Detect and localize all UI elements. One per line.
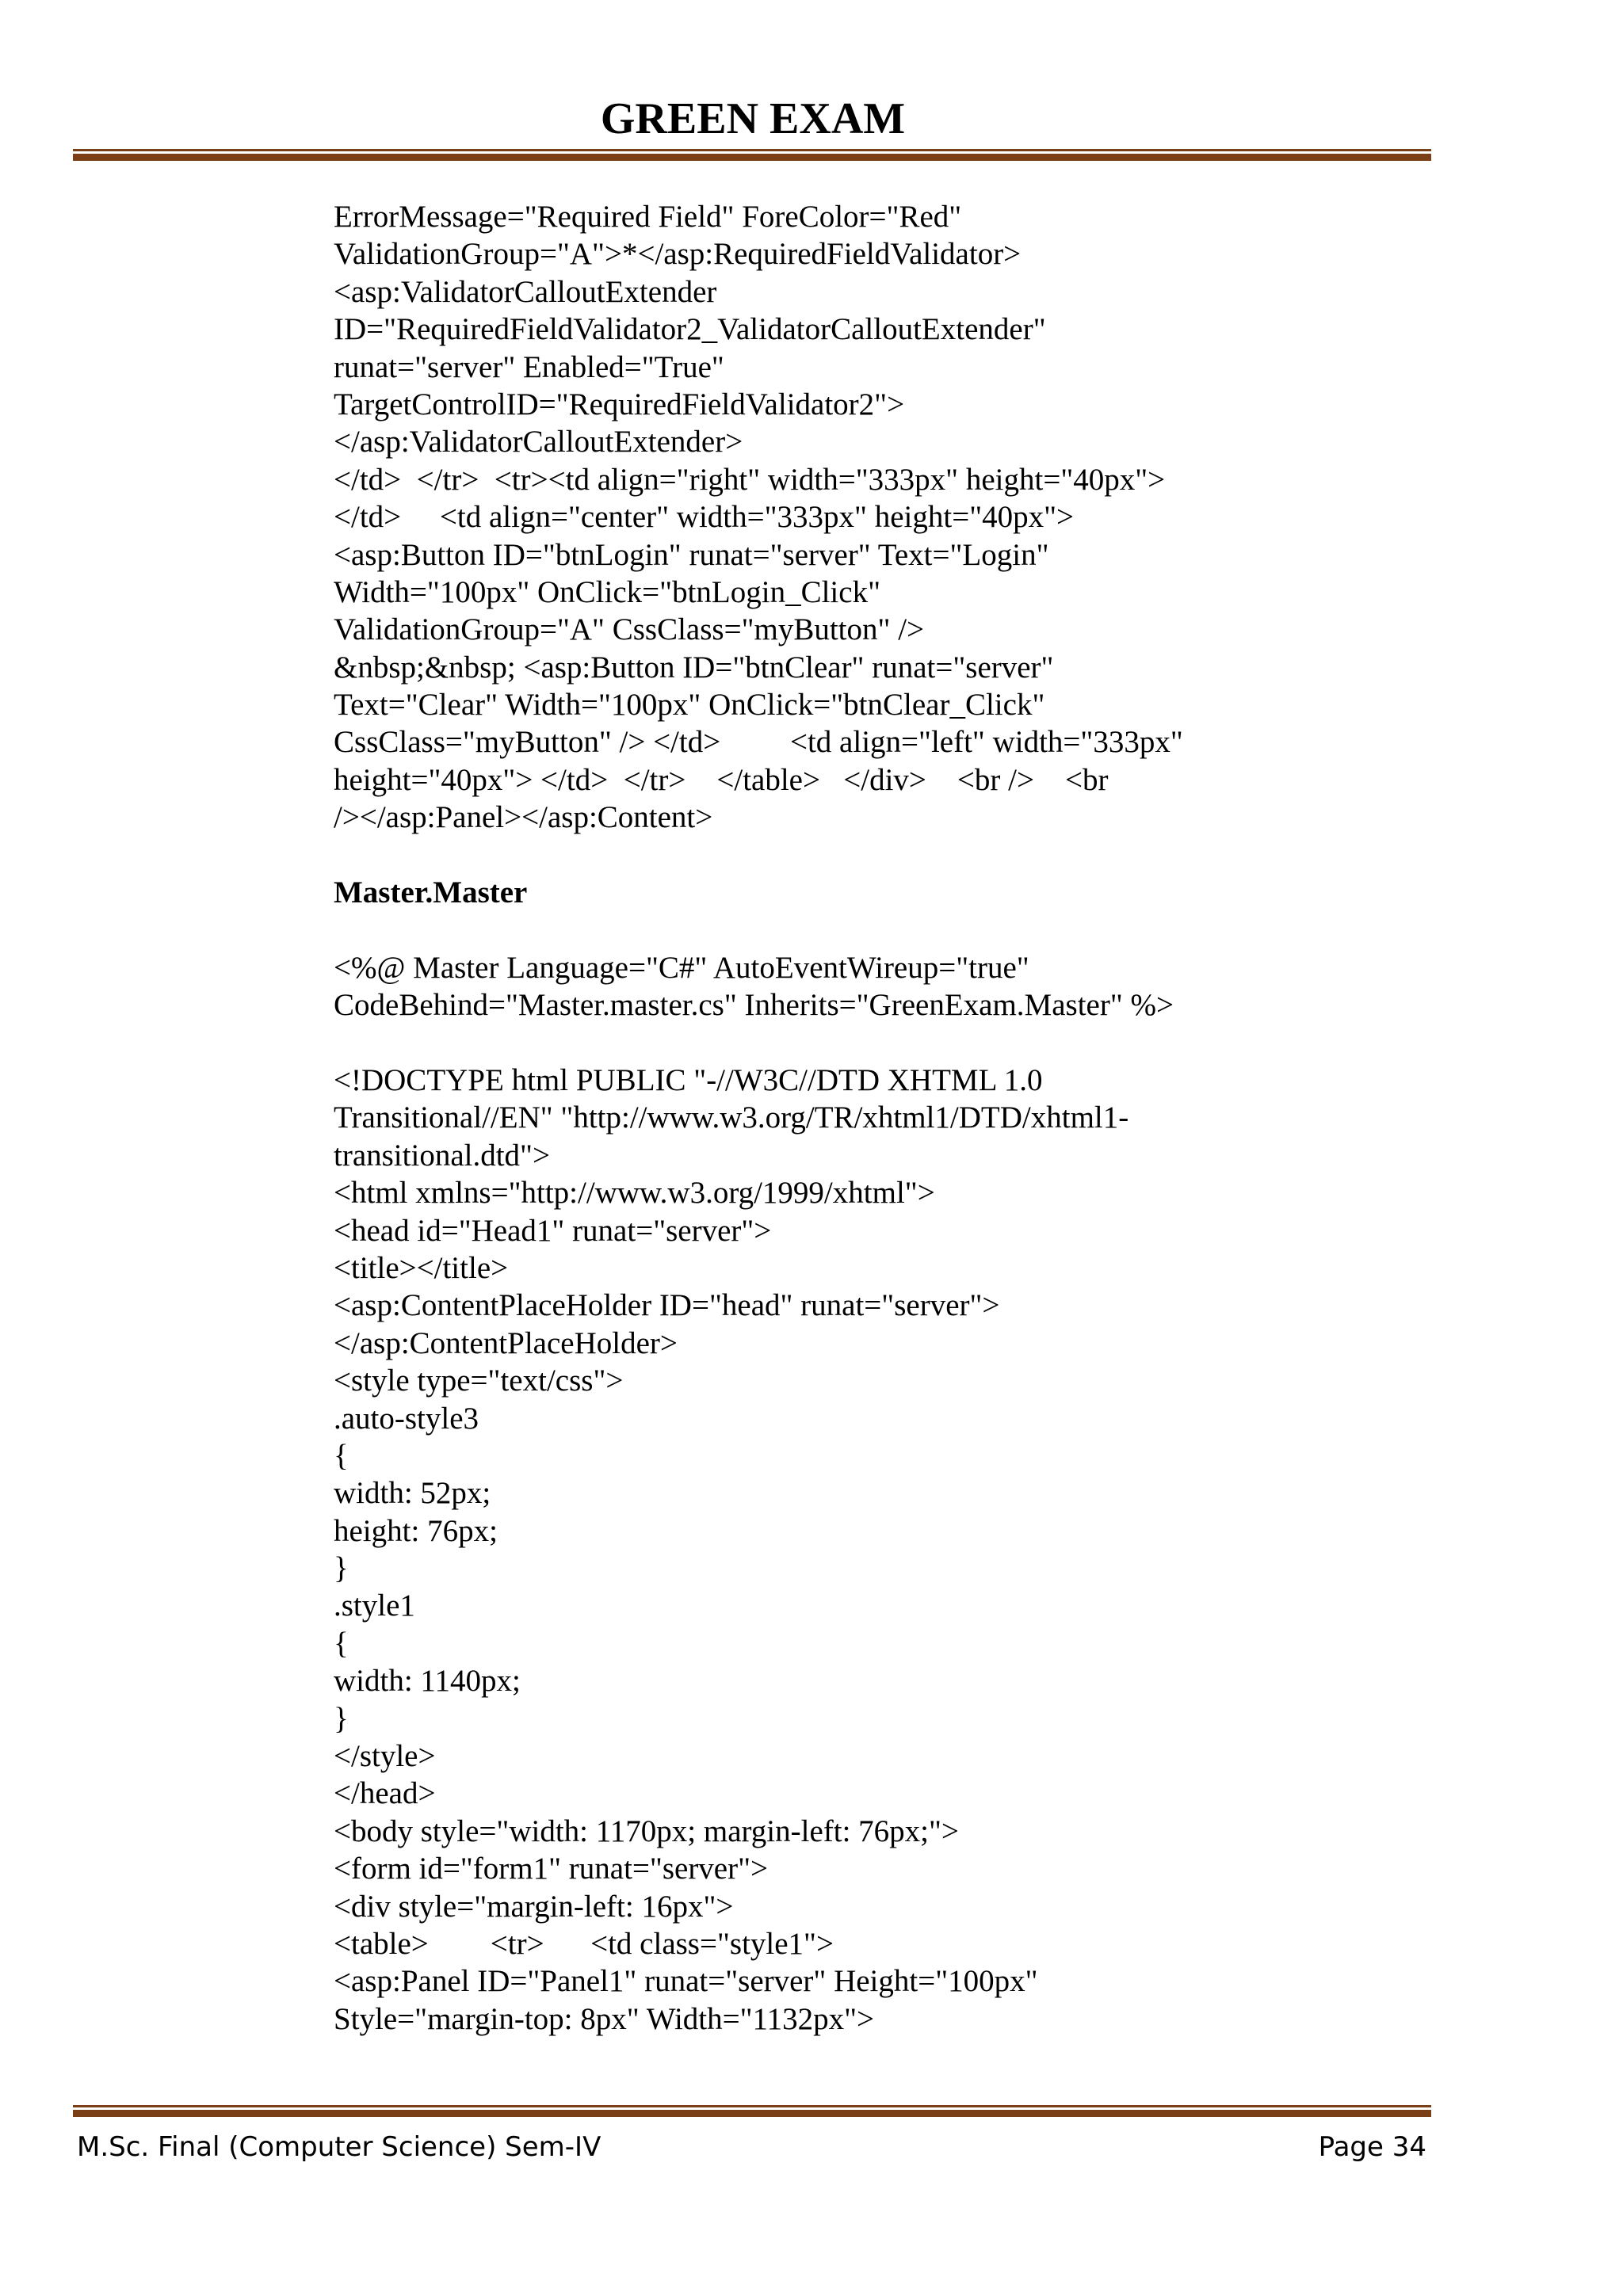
code-line: width: 52px; xyxy=(334,1476,491,1511)
page-header-title: GREEN EXAM xyxy=(600,94,906,143)
code-line: <%@ Master Language="C#" AutoEventWireup="true" xyxy=(334,950,1029,985)
code-line: CodeBehind="Master.master.cs" Inherits="GreenExam.Master" %> xyxy=(334,988,1174,1023)
code-line: <title></title> xyxy=(334,1250,509,1285)
footer-rule-bottom xyxy=(73,2110,1431,2117)
code-line: <div style="margin-left: 16px"> xyxy=(334,1889,734,1924)
code-line: CssClass="myButton" /> </td> <td align="left" width="333px" xyxy=(334,725,1183,760)
code-line: </asp:ContentPlaceHolder> xyxy=(334,1325,678,1360)
code-line: { xyxy=(334,1626,349,1661)
code-line: <asp:ContentPlaceHolder ID="head" runat="server"> xyxy=(334,1288,1000,1323)
code-line: ValidationGroup="A" CssClass="myButton" /> xyxy=(334,612,925,647)
code-line: &nbsp;&nbsp; <asp:Button ID="btnClear" runat="server" xyxy=(334,650,1054,685)
code-line: Text="Clear" Width="100px" OnClick="btnClear_Click" xyxy=(334,688,1045,723)
code-line: <form id="form1" runat="server"> xyxy=(334,1852,769,1886)
code-line: .style1 xyxy=(334,1589,415,1623)
footer-rule-top xyxy=(73,2105,1431,2107)
code-line: ID="RequiredFieldValidator2_ValidatorCalloutExtender" xyxy=(334,312,1046,347)
code-line: { xyxy=(334,1438,349,1473)
code-line: height: 76px; xyxy=(334,1513,498,1548)
code-line: TargetControlID="RequiredFieldValidator2"> xyxy=(334,387,905,421)
code-line: <head id="Head1" runat="server"> xyxy=(334,1213,772,1248)
code-line xyxy=(334,1024,1459,1062)
code-line: <html xmlns="http://www.w3.org/1999/xhtml"> xyxy=(334,1176,935,1211)
footer-course-label: M.Sc. Final (Computer Science) Sem-IV xyxy=(77,2131,601,2163)
code-line: <asp:Button ID="btnLogin" runat="server" Text="Login" xyxy=(334,537,1049,572)
code-line: Style="margin-top: 8px" Width="1132px"> xyxy=(334,2001,875,2036)
code-line: } xyxy=(334,1551,349,1586)
footer-page-number: Page 34 xyxy=(1318,2131,1426,2163)
document-body xyxy=(334,198,1459,2038)
code-line: <body style="width: 1170px; margin-left: 76px;"> xyxy=(334,1814,959,1848)
code-line: height="40px"> </td> </tr> </table> </div> <br /> <br xyxy=(334,762,1109,797)
code-line: ValidationGroup="A">*</asp:RequiredFieldValidator> xyxy=(334,237,1022,272)
code-line: </asp:ValidatorCalloutExtender> xyxy=(334,425,743,460)
code-line: <!DOCTYPE html PUBLIC "-//W3C//DTD XHTML 1.0 xyxy=(334,1062,1043,1097)
code-line: <style type="text/css"> xyxy=(334,1363,624,1398)
code-line: /></asp:Panel></asp:Content> xyxy=(334,800,713,835)
header-rule-bottom xyxy=(73,154,1431,161)
code-line: } xyxy=(334,1701,349,1736)
code-line: <asp:ValidatorCalloutExtender xyxy=(334,274,717,309)
code-line: transitional.dtd"> xyxy=(334,1138,550,1173)
code-line: </style> xyxy=(334,1739,436,1774)
header-rule-top xyxy=(73,149,1431,151)
code-line xyxy=(334,911,1459,948)
code-line: <table> <tr> <td class="style1"> xyxy=(334,1926,834,1961)
code-line: </head> xyxy=(334,1776,436,1811)
section-heading: Master.Master xyxy=(334,875,528,910)
code-line: </td> </tr> <tr><td align="right" width="333px" height="40px"> xyxy=(334,462,1166,497)
code-line: </td> <td align="center" width="333px" height="40px"> xyxy=(334,500,1075,535)
code-line: .auto-style3 xyxy=(334,1401,479,1436)
code-line xyxy=(334,837,1459,874)
code-line: <asp:Panel ID="Panel1" runat="server" Height="100px" xyxy=(334,1964,1038,1999)
code-line: runat="server" Enabled="True" xyxy=(334,349,724,384)
code-line: width: 1140px; xyxy=(334,1664,521,1699)
code-line: Transitional//EN" "http://www.w3.org/TR/xhtml1/DTD/xhtml1- xyxy=(334,1100,1129,1135)
code-line: ErrorMessage="Required Field" ForeColor="Red" xyxy=(334,200,962,234)
code-line: Width="100px" OnClick="btnLogin_Click" xyxy=(334,574,880,609)
